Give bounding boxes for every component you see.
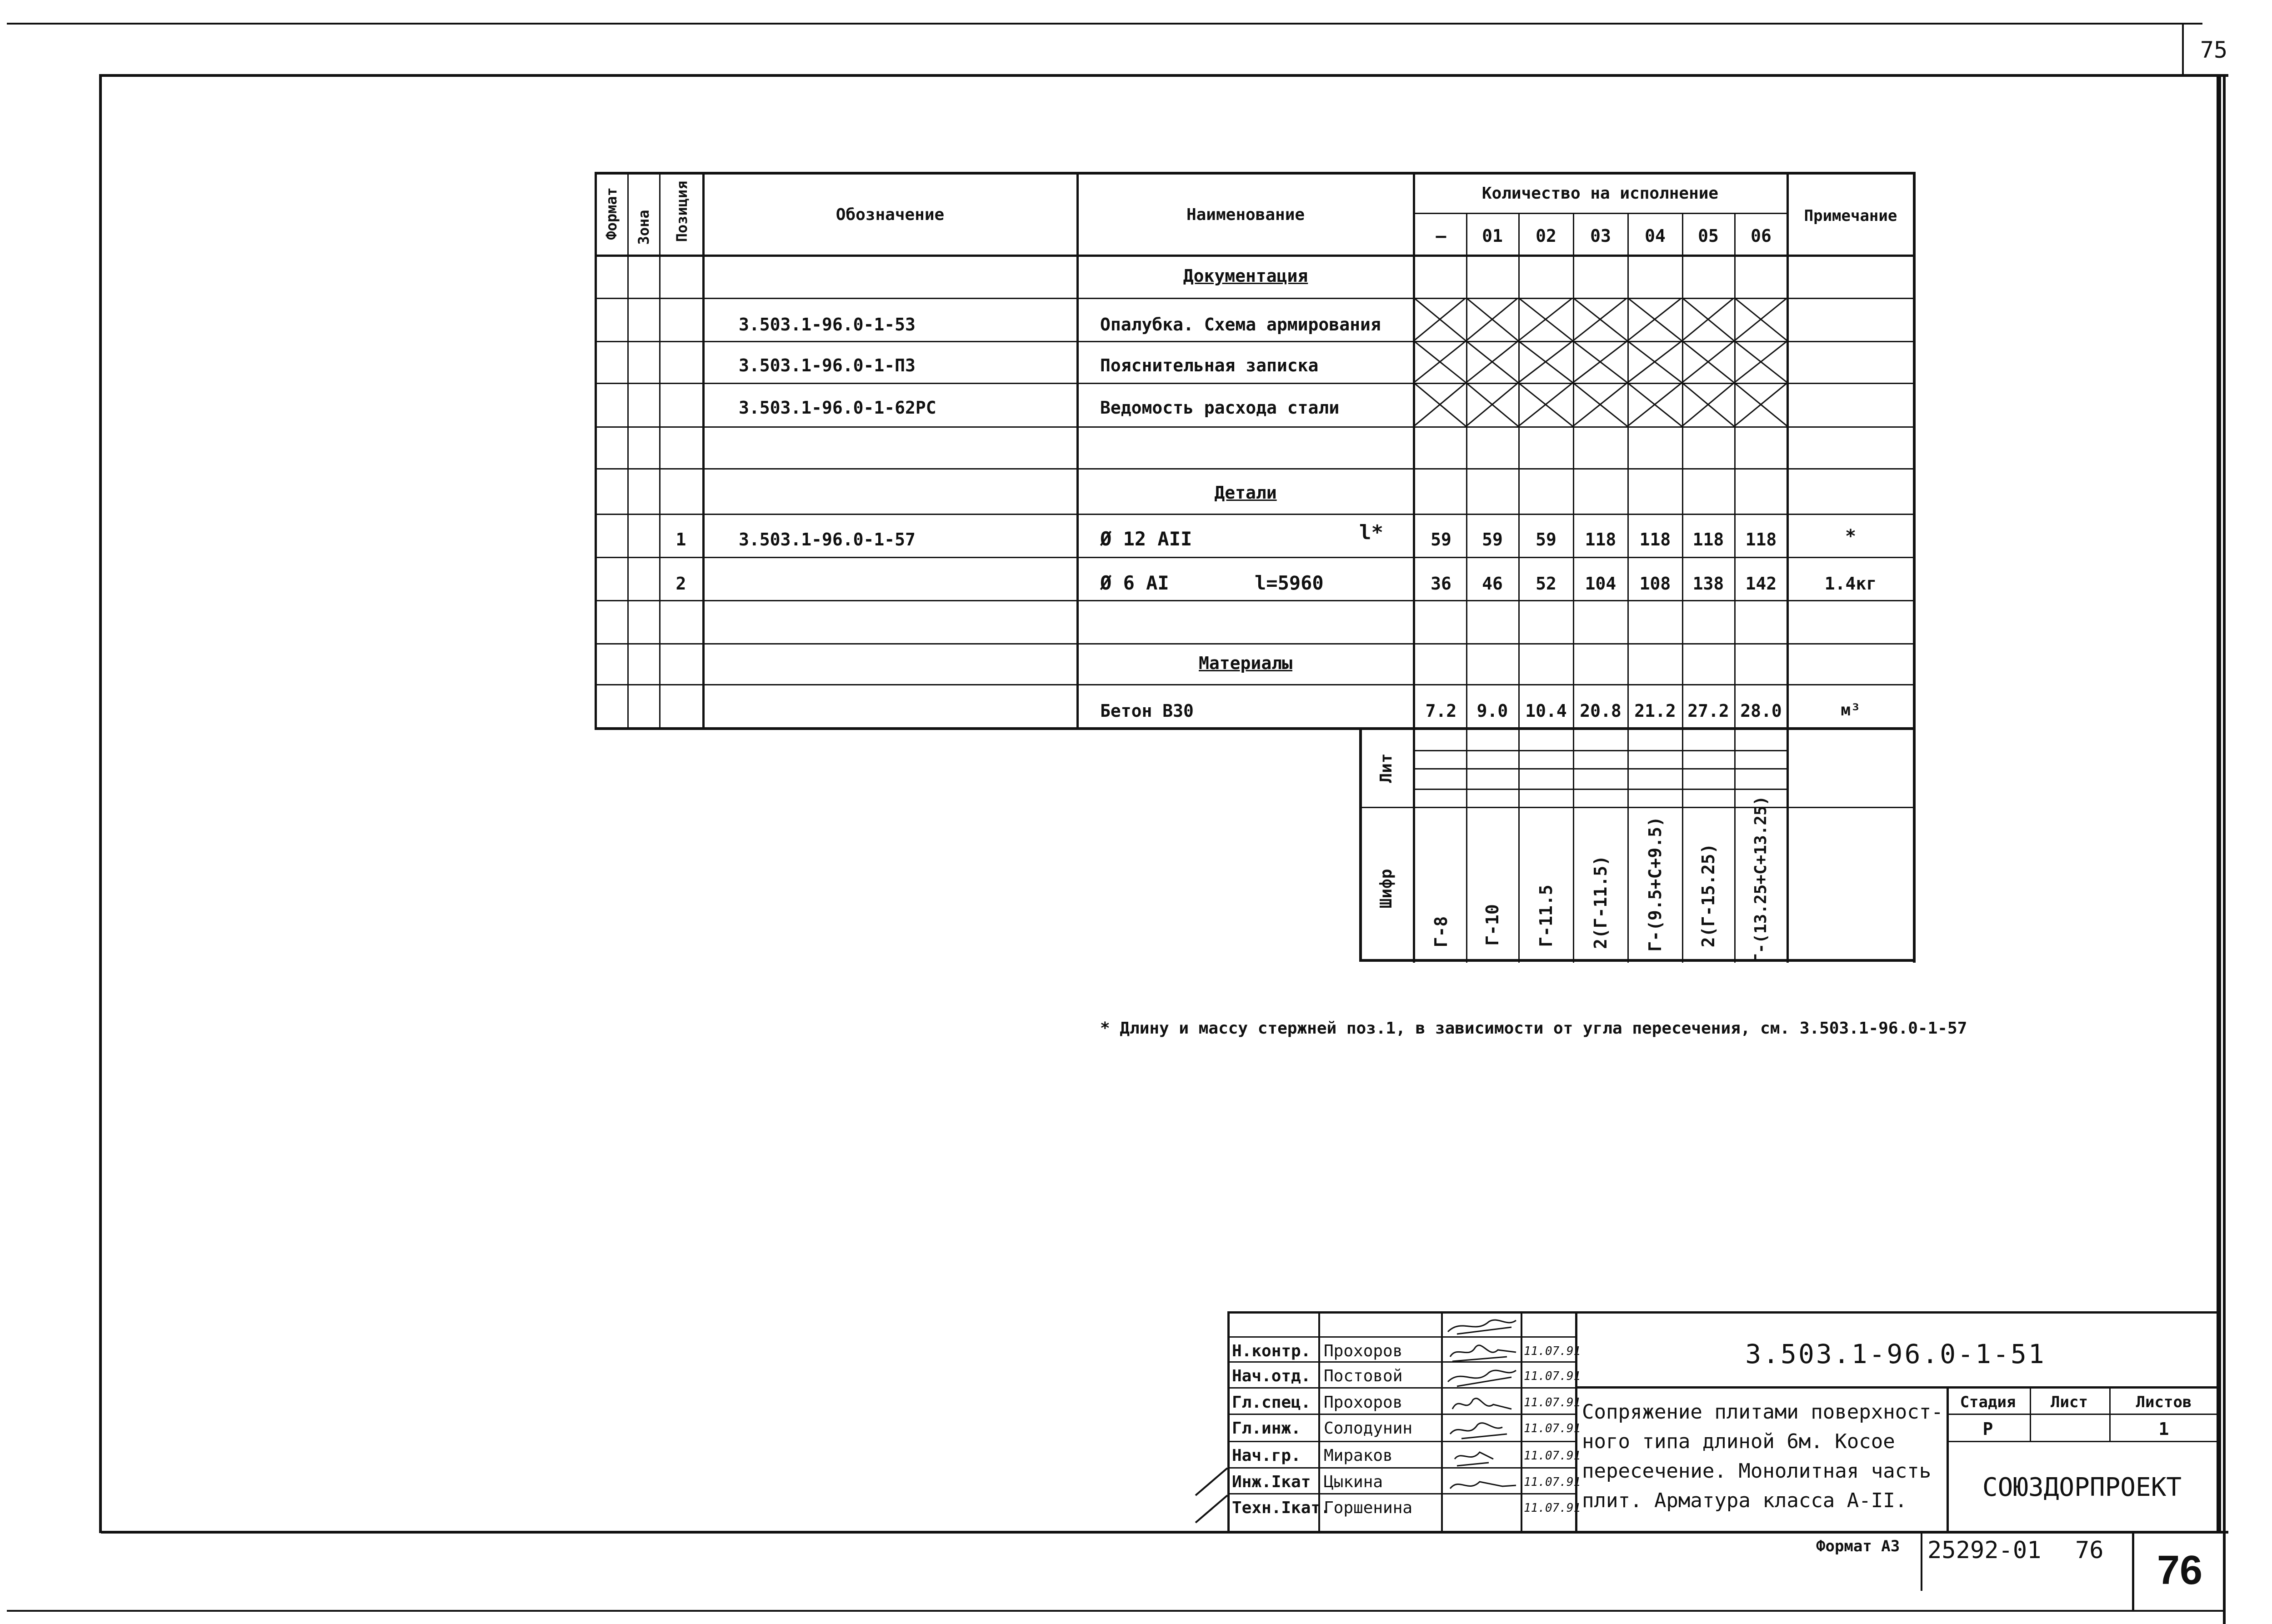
detail-name: Ø 6 АI <box>1100 572 1169 594</box>
inner-frame-right <box>2223 74 2226 1624</box>
doc-name: Пояснительная записка <box>1100 355 1319 375</box>
organization: СОЮЗДОРПРОЕКТ <box>1982 1473 2182 1502</box>
shifr-value: Г-(9.5+С+9.5) <box>1645 816 1665 952</box>
shifr-value: Г-8 <box>1431 916 1451 948</box>
signatures <box>1443 1314 1520 1532</box>
signer-date: 11.07.91 <box>1524 1449 1581 1463</box>
signer-name: Горшенина <box>1324 1499 1413 1517</box>
material-qty: 21.2 <box>1634 701 1676 721</box>
material-qty: 9.0 <box>1476 701 1508 721</box>
page-number: 76 <box>2157 1548 2203 1593</box>
header-note: Примечание <box>1804 207 1897 225</box>
signer-role: Техн.Iкат. <box>1232 1499 1331 1517</box>
section-details: Детали <box>1214 483 1277 503</box>
detail-qty: 59 <box>1431 530 1451 550</box>
signer-date: 11.07.91 <box>1524 1369 1581 1383</box>
signer-role: Нач.гр. <box>1232 1446 1301 1465</box>
variant-header: 03 <box>1590 226 1611 246</box>
detail-qty: 118 <box>1639 530 1671 550</box>
detail-qty: 118 <box>1585 530 1616 550</box>
signer-date: 11.07.91 <box>1524 1501 1581 1515</box>
stage-label: Стадия <box>1960 1393 2016 1411</box>
shifr-label: Шифр <box>1377 869 1396 909</box>
margin-marks <box>1186 1464 1230 1532</box>
doc-designation: 3.503.1-96.0-1-ПЗ <box>739 355 916 375</box>
variant-header: 04 <box>1645 226 1666 246</box>
sheet-label: Лист <box>2051 1393 2088 1411</box>
detail-qty: 59 <box>1482 530 1503 550</box>
detail-qty: 118 <box>1692 530 1724 550</box>
material-qty: 10.4 <box>1525 701 1567 721</box>
signer-role: Гл.спец. <box>1232 1393 1311 1412</box>
signer-name: Солодунин <box>1324 1419 1413 1438</box>
header-designation: Обозначение <box>836 205 945 224</box>
doc-name: Опалубка. Схема армирования <box>1100 315 1381 335</box>
signer-date: 11.07.91 <box>1524 1422 1581 1435</box>
header-zone: Зона <box>635 210 652 245</box>
detail-name: Ø 12 АII <box>1100 528 1192 550</box>
material-qty: 7.2 <box>1425 701 1457 721</box>
detail-pos: 1 <box>676 530 686 550</box>
inner-frame-right-thick <box>2217 74 2221 1533</box>
detail-qty: 59 <box>1536 530 1556 550</box>
variant-header: 02 <box>1536 226 1556 246</box>
shifr-value: 2(Г-15.25) <box>1698 843 1718 948</box>
doc-designation: 3.503.1-96.0-1-53 <box>739 315 916 335</box>
shifr-value: Г-(13.25+С+13.25) <box>1752 795 1770 964</box>
header-quantity: Количество на исполнение <box>1481 184 1719 203</box>
variant-header: 06 <box>1751 226 1772 246</box>
shifr-value: Г-10 <box>1482 904 1502 946</box>
detail-qty: 142 <box>1745 574 1777 594</box>
title-line: пересечение. Монолитная часть <box>1582 1459 1932 1483</box>
signer-role: Инж.Iкат <box>1232 1473 1311 1491</box>
detail-qty: 108 <box>1639 574 1671 594</box>
detail-designation: 3.503.1-96.0-1-57 <box>739 530 916 550</box>
lit-label: Лит <box>1377 753 1396 783</box>
signer-date: 11.07.91 <box>1524 1344 1581 1358</box>
doc-name: Ведомость расхода стали <box>1100 398 1340 418</box>
signer-name: Постовой <box>1324 1367 1403 1385</box>
signer-name: Цыкина <box>1324 1473 1383 1491</box>
footnote: * Длину и массу стержней поз.1, в зависимости от угла пересечения, см. 3.503.1-96.0-1-57 <box>1100 1019 1967 1038</box>
header-position: Позиция <box>673 180 691 242</box>
detail-extra: l* <box>1359 521 1383 544</box>
variant-header: 01 <box>1482 226 1503 246</box>
detail-note: 1.4кг <box>1824 574 1877 594</box>
shifr-value: Г-11.5 <box>1536 884 1556 947</box>
inner-frame-bottom <box>101 1531 2228 1534</box>
material-qty: 27.2 <box>1687 701 1729 721</box>
title-line: плит. Арматура класса А-II. <box>1582 1489 1907 1512</box>
detail-qty: 118 <box>1745 530 1777 550</box>
section-documentation: Документация <box>1183 266 1308 286</box>
doc-designation: 3.503.1-96.0-1-62РС <box>739 398 936 418</box>
material-note: м³ <box>1841 701 1861 720</box>
variant-header: 05 <box>1698 226 1719 246</box>
detail-note: * <box>1845 526 1857 547</box>
crossed-cells <box>1414 298 1787 430</box>
material-name: Бетон В30 <box>1100 701 1194 721</box>
signer-role: Н.контр. <box>1232 1342 1311 1360</box>
format-label: Формат А3 <box>1816 1537 1900 1555</box>
material-qty: 20.8 <box>1580 701 1621 721</box>
inner-frame-top <box>101 74 2228 77</box>
document-code: 3.503.1-96.0-1-51 <box>1745 1339 2046 1369</box>
signer-role: Гл.инж. <box>1232 1419 1301 1438</box>
detail-qty: 36 <box>1431 574 1451 594</box>
detail-qty: 46 <box>1482 574 1503 594</box>
stage-value: Р <box>1982 1419 1993 1439</box>
section-materials: Материалы <box>1199 653 1292 673</box>
signer-date: 11.07.91 <box>1524 1475 1581 1489</box>
title-line: ного типа длиной 6м. Косое <box>1582 1430 1895 1453</box>
signer-name: Прохоров <box>1324 1393 1403 1412</box>
signer-date: 11.07.91 <box>1524 1396 1581 1409</box>
shifr-value: 2(Г-11.5) <box>1591 855 1611 949</box>
signer-name: Прохоров <box>1324 1342 1403 1360</box>
frame-top <box>7 23 2202 25</box>
page-number-top: 75 <box>2200 37 2228 63</box>
detail-qty: 104 <box>1585 574 1616 594</box>
sheets-label: Листов <box>2136 1393 2192 1411</box>
detail-qty: 138 <box>1692 574 1724 594</box>
archive-number: 25292-01 <box>1927 1537 2042 1564</box>
title-line: Сопряжение плитами поверхност- <box>1582 1400 1943 1424</box>
archive-page: 76 <box>2075 1537 2104 1564</box>
detail-qty: 52 <box>1536 574 1556 594</box>
header-name: Наименование <box>1186 205 1305 224</box>
variant-header: — <box>1436 226 1446 246</box>
signer-role: Нач.отд. <box>1232 1367 1311 1385</box>
sheets-value: 1 <box>2158 1419 2169 1439</box>
inner-frame-left <box>99 74 102 1533</box>
detail-extra: l=5960 <box>1255 572 1324 594</box>
frame-bottom <box>7 1610 2225 1612</box>
detail-pos: 2 <box>676 574 686 594</box>
material-qty: 28.0 <box>1740 701 1782 721</box>
signer-name: Мираков <box>1324 1446 1393 1465</box>
header-format: Формат <box>603 187 620 240</box>
